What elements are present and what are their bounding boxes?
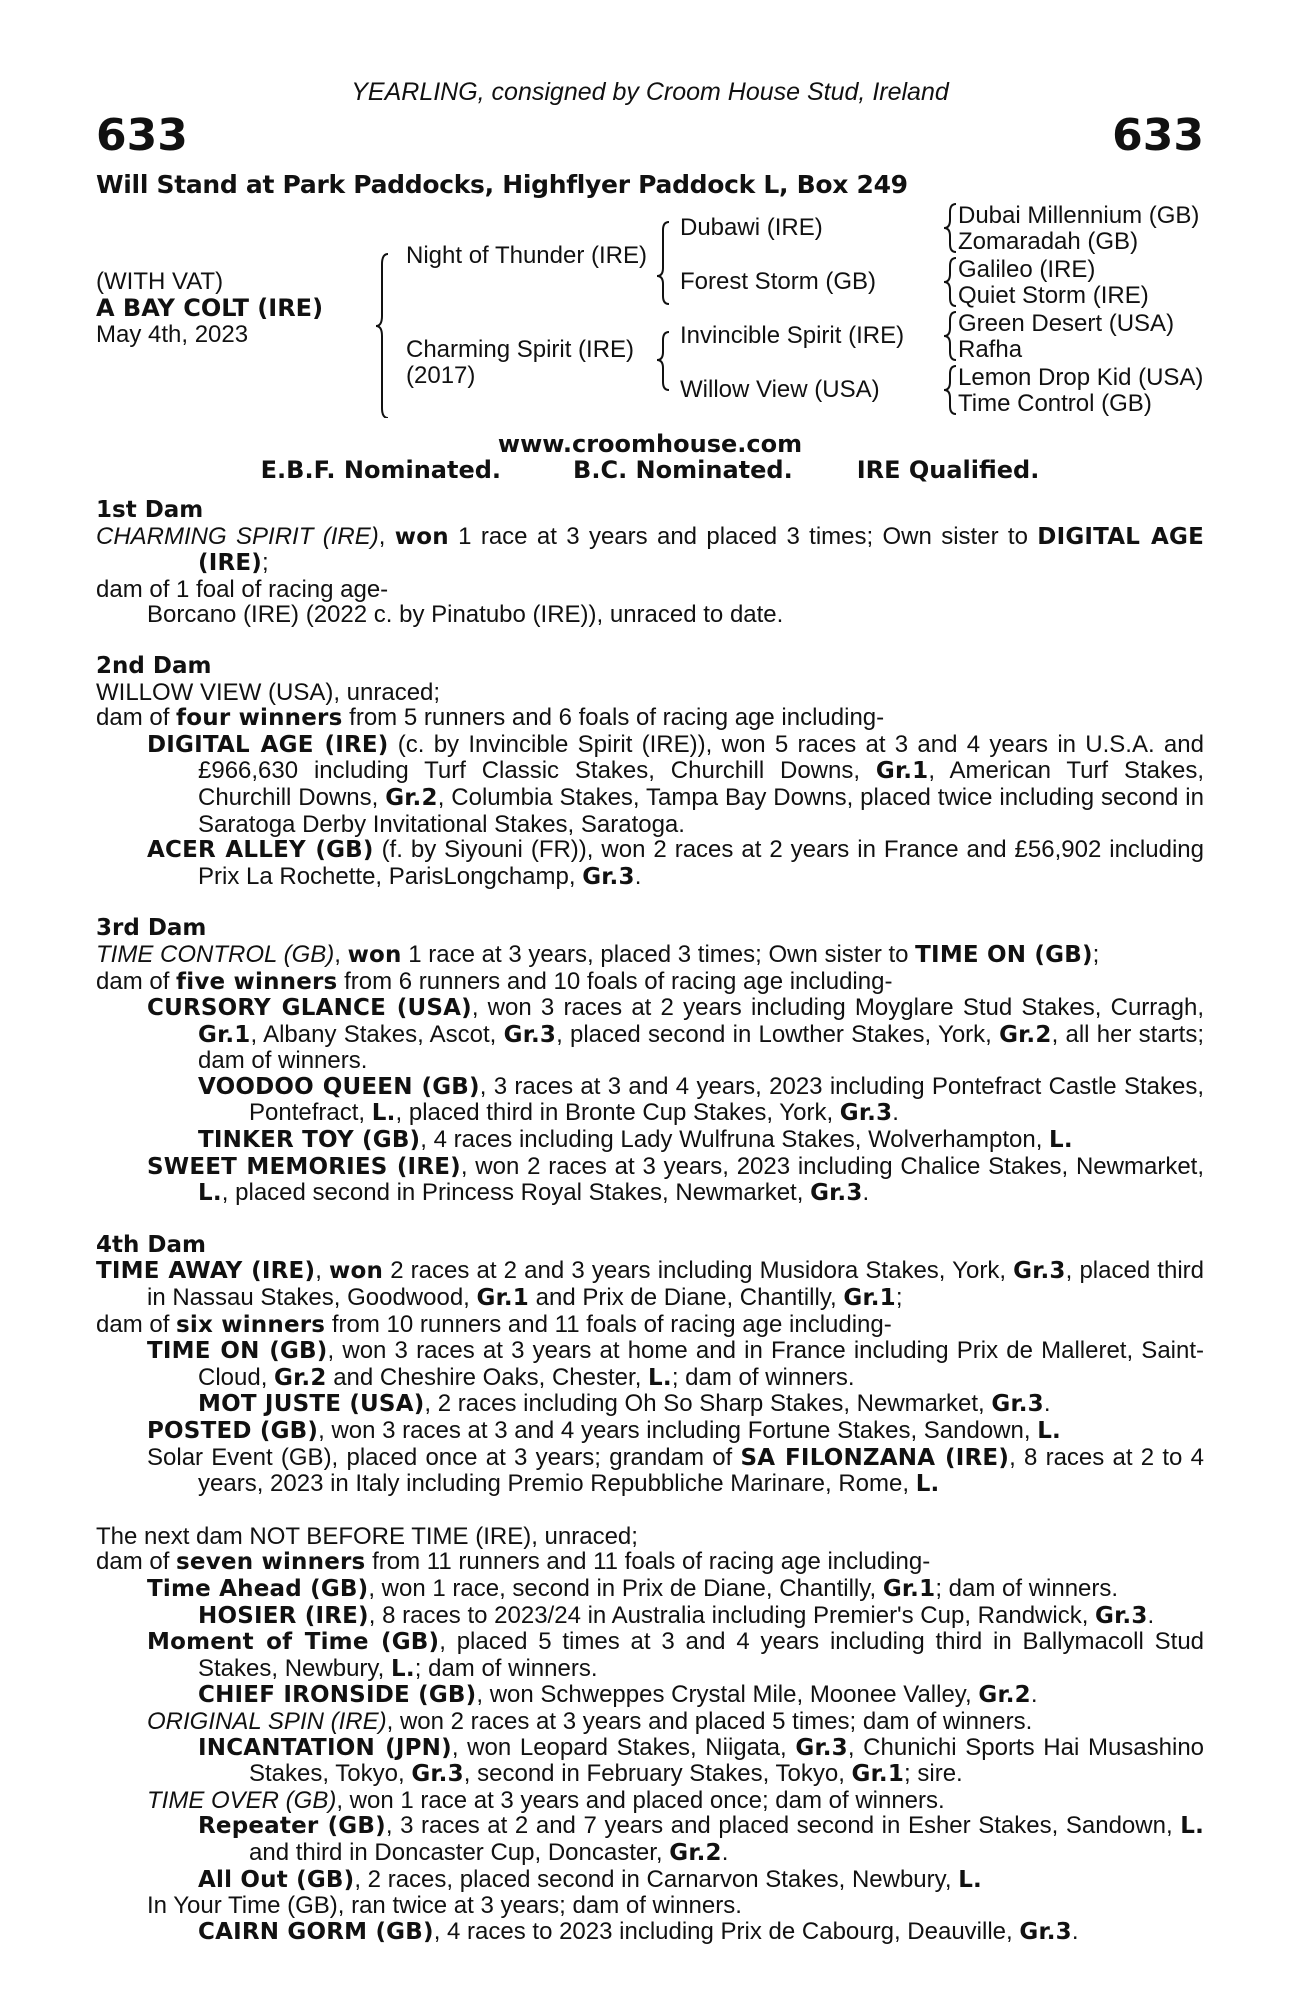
progeny-in-your-time: In Your Time (GB), ran twice at 3 years; dam of winners. bbox=[147, 1892, 742, 1920]
grade-label: Gr.3 bbox=[503, 1021, 557, 1048]
progeny-text: , second in February Stakes, Tokyo, bbox=[463, 1760, 852, 1788]
grade-label: Gr.3 bbox=[991, 1391, 1044, 1418]
grade-label: Gr.2 bbox=[274, 1364, 327, 1391]
second-dam-produce-line bbox=[96, 705, 1204, 732]
fourth-dam-record: TIME AWAY (IRE), won 2 races at 2 and 3 years including Musidora Stakes, York, Gr.3, placed third in Nassau Stakes, Goodwood, Gr.1 and Prix de Diane, Chantilly, Gr.1; bbox=[96, 1257, 1204, 1312]
progeny-name: HOSIER (IRE) bbox=[198, 1602, 369, 1629]
progeny-text: , American Turf Stakes, Churchill Downs, bbox=[198, 757, 1204, 811]
progeny-text: , placed 5 times at 3 and 4 years including third in Ballymacoll Stud Stakes, Newbury, bbox=[198, 1628, 1205, 1682]
progeny-text: , placed second in Princess Royal Stakes, Newmarket, bbox=[221, 1179, 811, 1207]
progeny-original-spin bbox=[147, 1709, 1204, 1735]
progeny-text: (c. by Invincible Spirit (IRE)), won 5 races at 3 and 4 years in U.S.A. and £966,630 including Turf Classic Stakes, Churchill Downs, bbox=[198, 730, 1204, 785]
won-label: won bbox=[347, 941, 402, 968]
dam-of-label: dam of bbox=[96, 967, 177, 995]
ancestor-2: Zomaradah (GB) bbox=[958, 228, 1139, 255]
listed-label: L. bbox=[198, 1180, 222, 1207]
progeny-name: CURSORY GLANCE (USA) bbox=[147, 995, 472, 1022]
progeny-text: , won 2 races at 3 years and placed 5 times; dam of winners. bbox=[386, 1707, 1033, 1735]
progeny-name: TINKER TOY (GB) bbox=[198, 1127, 421, 1154]
punct: . bbox=[1043, 1390, 1051, 1418]
won-label: won bbox=[394, 523, 449, 550]
winners-count: six winners bbox=[176, 1311, 326, 1338]
punct: . bbox=[862, 1179, 870, 1207]
record-text: and Prix de Diane, Chantilly, bbox=[529, 1284, 844, 1312]
progeny-text: (f. by Siyouni (FR)), won 2 races at 2 years in France and £56,902 including Prix La Rochette, ParisLongchamp, bbox=[198, 836, 1204, 890]
dam-of-label: dam of bbox=[96, 704, 177, 732]
nominations-line bbox=[96, 456, 1204, 484]
sire-dam-name: Forest Storm (GB) bbox=[680, 268, 877, 295]
progeny-text: , 8 races at 2 to 4 years, 2023 in Italy including Premio Repubbliche Marinare, Rome, bbox=[198, 1443, 1205, 1498]
vat-label: (WITH VAT) bbox=[96, 268, 224, 295]
progeny-name: VOODOO QUEEN (GB) bbox=[198, 1073, 480, 1100]
dam-sire-name: Invincible Spirit (IRE) bbox=[680, 322, 905, 349]
first-dam-record: CHARMING SPIRIT (IRE), won 1 race at 3 years and placed 3 times; Own sister to DIGITAL AGE (IRE); bbox=[96, 522, 1205, 577]
next-dam-produce-line bbox=[96, 1549, 1204, 1576]
punct: ; bbox=[262, 549, 269, 577]
progeny-sweet-memories bbox=[147, 1154, 1204, 1207]
progeny-name: DIGITAL AGE (IRE) bbox=[147, 731, 389, 758]
third-dam-record bbox=[96, 942, 1204, 969]
ancestor-6: Rafha bbox=[958, 336, 1023, 363]
progeny-name: Repeater (GB) bbox=[198, 1813, 386, 1840]
grade-label: Gr.1 bbox=[198, 1021, 251, 1048]
listed-label: L. bbox=[1049, 1127, 1073, 1154]
bc-nominated: B.C. Nominated. bbox=[573, 456, 793, 484]
grade-label: Gr.2 bbox=[999, 1021, 1052, 1048]
progeny-acer-alley bbox=[147, 837, 1204, 890]
progeny-text: ; sire. bbox=[904, 1760, 963, 1788]
progeny-digital-age bbox=[147, 732, 1204, 837]
horse-name: A BAY COLT (IRE) bbox=[96, 294, 324, 322]
progeny-text: , won 3 races at 2 years including Moyglare Stud Stakes, Curragh, bbox=[471, 994, 1204, 1022]
dam-of-label: dam of bbox=[96, 1310, 177, 1338]
sire-name: Night of Thunder (IRE) bbox=[406, 242, 647, 269]
progeny-text: , won 1 race at 3 years and placed once; dam of winners. bbox=[336, 1786, 945, 1814]
progeny-text: ; dam of winners. bbox=[671, 1363, 855, 1391]
grade-label: Gr.2 bbox=[978, 1682, 1031, 1709]
progeny-name: MOT JUSTE (USA) bbox=[198, 1391, 425, 1418]
progeny-text: , placed third in Bronte Cup Stakes, York, bbox=[395, 1099, 840, 1127]
punct: ; bbox=[895, 1284, 903, 1312]
grade-label: Gr.2 bbox=[385, 784, 438, 811]
grade-label: Gr.3 bbox=[1013, 1258, 1066, 1285]
listed-label: L. bbox=[915, 1471, 940, 1498]
progeny-time-on bbox=[147, 1338, 1204, 1391]
dam-dam-name: Willow View (USA) bbox=[680, 376, 880, 403]
punct: . bbox=[1030, 1681, 1038, 1709]
pedigree-notes bbox=[96, 498, 1204, 1945]
punct: . bbox=[634, 862, 642, 890]
progeny-text: , Albany Stakes, Ascot, bbox=[250, 1020, 504, 1048]
progeny-text: and third in Doncaster Cup, Doncaster, bbox=[249, 1838, 670, 1866]
fourth-dam-name: TIME AWAY (IRE) bbox=[96, 1258, 316, 1285]
progeny-name: All Out (GB) bbox=[198, 1866, 355, 1893]
record-text: 2 races at 2 and 3 years including Musidora Stakes, York, bbox=[383, 1257, 1014, 1285]
progeny-repeater bbox=[198, 1813, 1204, 1866]
progeny-solar-event bbox=[147, 1445, 1204, 1498]
punct: ; bbox=[1092, 940, 1100, 968]
foal-borcano: Borcano (IRE) (2022 c. by Pinatubo (IRE)), unraced to date. bbox=[147, 601, 784, 629]
progeny-time-ahead bbox=[147, 1576, 1204, 1603]
sire-sire-name: Dubawi (IRE) bbox=[680, 214, 823, 241]
progeny-name: CAIRN GORM (GB) bbox=[198, 1918, 434, 1945]
progeny-text: , 4 races including Lady Wulfruna Stakes, Wolverhampton, bbox=[420, 1126, 1050, 1154]
grade-label: Gr.3 bbox=[411, 1761, 464, 1788]
ancestor-8: Time Control (GB) bbox=[958, 390, 1152, 417]
grade-label: Gr.3 bbox=[1019, 1918, 1072, 1945]
grade-label: Gr.1 bbox=[476, 1285, 530, 1312]
fourth-dam-heading: 4th Dam bbox=[96, 1231, 206, 1258]
progeny-text: , won Schweppes Crystal Mile, Moonee Valley, bbox=[476, 1681, 979, 1709]
ebf-nominated: E.B.F. Nominated. bbox=[260, 456, 502, 484]
progeny-text: , Chunichi Sports Hai Musashino Stakes, Tokyo, bbox=[249, 1733, 1205, 1788]
third-dam-name: TIME CONTROL (GB) bbox=[96, 940, 335, 968]
grade-label: Gr.3 bbox=[795, 1734, 848, 1761]
progeny-name: CHIEF IRONSIDE (GB) bbox=[198, 1682, 477, 1709]
progeny-text: , 2 races, placed second in Carnarvon Stakes, Newbury, bbox=[354, 1865, 959, 1893]
winners-count: four winners bbox=[176, 705, 343, 732]
dam-year: (2017) bbox=[406, 362, 476, 389]
ire-qualified: IRE Qualified. bbox=[856, 456, 1040, 484]
punct: . bbox=[892, 1099, 899, 1127]
grade-label: Gr.1 bbox=[851, 1761, 905, 1788]
progeny-cairn-gorm bbox=[198, 1919, 1204, 1946]
progeny-incantation bbox=[198, 1735, 1204, 1788]
third-dam-text: 1 race at 3 years, placed 3 times; Own sister to bbox=[401, 940, 916, 968]
progeny-cursory-glance bbox=[147, 995, 1204, 1074]
progeny-text: and Cheshire Oaks, Chester, bbox=[326, 1363, 649, 1391]
own-sister-name: TIME ON (GB) bbox=[915, 941, 1093, 968]
first-dam-heading: 1st Dam bbox=[96, 497, 204, 523]
ancestor-7: Lemon Drop Kid (USA) bbox=[958, 364, 1204, 391]
grade-label: Gr.3 bbox=[582, 863, 635, 890]
progeny-name: SWEET MEMORIES (IRE) bbox=[147, 1153, 461, 1180]
next-dam-record: The next dam NOT BEFORE TIME (IRE), unraced; bbox=[96, 1522, 638, 1550]
third-dam-heading: 3rd Dam bbox=[96, 915, 207, 942]
punct: . bbox=[1147, 1601, 1155, 1629]
progeny-text: , 4 races to 2023 including Prix de Cabourg, Deauville, bbox=[433, 1917, 1020, 1945]
listed-label: L. bbox=[958, 1866, 982, 1893]
progeny-chief-ironside bbox=[198, 1682, 1204, 1709]
progeny-text: , Columbia Stakes, Tampa Bay Downs, placed twice including second in Saratoga Derby Invitational Stakes, Saratoga. bbox=[198, 783, 1204, 838]
grade-label: Gr.3 bbox=[1095, 1602, 1148, 1629]
listed-label: L. bbox=[390, 1655, 415, 1682]
ancestor-4: Quiet Storm (IRE) bbox=[958, 282, 1149, 309]
punct: . bbox=[721, 1838, 729, 1866]
progeny-hosier bbox=[198, 1603, 1204, 1630]
progeny-tinker-toy bbox=[198, 1127, 1204, 1154]
grade-label: Gr.2 bbox=[669, 1839, 722, 1866]
first-dam-foals-line: dam of 1 foal of racing age- bbox=[96, 575, 389, 603]
lot-number-right: 633 bbox=[1112, 110, 1204, 161]
grade-label: Gr.3 bbox=[839, 1100, 893, 1127]
dam-name: Charming Spirit (IRE) bbox=[406, 336, 635, 363]
progeny-name: ORIGINAL SPIN (IRE) bbox=[147, 1707, 387, 1735]
third-dam-produce-line bbox=[96, 969, 1204, 996]
website: www.croomhouse.com bbox=[497, 430, 803, 458]
grade-label: Gr.1 bbox=[882, 1575, 936, 1602]
progeny-posted bbox=[147, 1418, 1204, 1445]
listed-label: L. bbox=[648, 1364, 672, 1391]
progeny-voodoo-queen bbox=[198, 1074, 1204, 1127]
ancestor-3: Galileo (IRE) bbox=[958, 256, 1096, 283]
listed-label: L. bbox=[1180, 1813, 1205, 1840]
progeny-name: SA FILONZANA (IRE) bbox=[740, 1444, 1010, 1471]
punct: . bbox=[1071, 1917, 1079, 1945]
progeny-text: , placed second in Lowther Stakes, York, bbox=[556, 1020, 1000, 1048]
record-text: , placed third in Nassau Stakes, Goodwood, bbox=[147, 1257, 1204, 1312]
progeny-text: , 8 races to 2023/24 in Australia including Premier's Cup, Randwick, bbox=[368, 1601, 1096, 1629]
progeny-text: Solar Event (GB), placed once at 3 years; grandam of bbox=[147, 1443, 741, 1471]
winners-count: five winners bbox=[176, 968, 338, 995]
dam-of-label: dam of bbox=[96, 1548, 177, 1576]
progeny-name: ACER ALLEY (GB) bbox=[147, 837, 374, 864]
progeny-text: , 3 races at 2 and 7 years and placed second in Esher Stakes, Sandown, bbox=[385, 1812, 1181, 1840]
progeny-name: TIME ON (GB) bbox=[147, 1338, 328, 1365]
progeny-text: , won 1 race, second in Prix de Diane, Chantilly, bbox=[368, 1574, 883, 1602]
progeny-text: , 2 races including Oh So Sharp Stakes, Newmarket, bbox=[424, 1390, 992, 1418]
produce-text: from 11 runners and 11 foals of racing age including- bbox=[365, 1548, 931, 1576]
progeny-text: ; dam of winners. bbox=[935, 1574, 1119, 1602]
progeny-text: , won 3 races at 3 years at home and in France including Prix de Malleret, Saint-Cloud, bbox=[198, 1337, 1205, 1391]
winners-count: seven winners bbox=[176, 1549, 366, 1576]
progeny-text: , won 2 races at 3 years, 2023 including Chalice Stakes, Newmarket, bbox=[460, 1152, 1204, 1180]
grade-label: Gr.1 bbox=[843, 1285, 896, 1312]
ancestor-5: Green Desert (USA) bbox=[958, 310, 1175, 337]
listed-label: L. bbox=[1037, 1418, 1061, 1444]
own-sister-name: DIGITAL AGE (IRE) bbox=[198, 523, 1205, 577]
progeny-mot-juste bbox=[198, 1391, 1204, 1418]
progeny-name: POSTED (GB) bbox=[147, 1418, 319, 1444]
progeny-text: , won Leopard Stakes, Niigata, bbox=[451, 1733, 796, 1761]
grade-label: Gr.1 bbox=[875, 758, 929, 785]
produce-text: from 10 runners and 11 foals of racing age including- bbox=[325, 1310, 892, 1338]
progeny-text: ; dam of winners. bbox=[414, 1654, 598, 1682]
foaling-date: May 4th, 2023 bbox=[96, 321, 249, 348]
progeny-text: , 3 races at 3 and 4 years, 2023 including Pontefract Castle Stakes, Pontefract, bbox=[249, 1072, 1204, 1127]
second-dam-record: WILLOW VIEW (USA), unraced; bbox=[96, 678, 441, 706]
progeny-time-over bbox=[147, 1788, 1204, 1814]
progeny-moment-of-time bbox=[147, 1629, 1204, 1682]
progeny-text: , won 3 races at 3 and 4 years including Fortune Stakes, Sandown, bbox=[318, 1417, 1038, 1444]
progeny-name: Moment of Time (GB) bbox=[147, 1629, 440, 1656]
first-dam-text: 1 race at 3 years and placed 3 times; Own sister to bbox=[448, 522, 1038, 550]
produce-text: from 5 runners and 6 foals of racing age including- bbox=[342, 704, 885, 732]
progeny-text: , all her starts; dam of winners. bbox=[198, 1020, 1205, 1075]
won-label: won bbox=[329, 1258, 384, 1285]
first-dam-name: CHARMING SPIRIT (IRE) bbox=[96, 522, 379, 550]
ancestor-1: Dubai Millennium (GB) bbox=[958, 202, 1200, 229]
progeny-all-out bbox=[198, 1867, 1204, 1894]
grade-label: Gr.3 bbox=[810, 1180, 863, 1207]
progeny-name: TIME OVER (GB) bbox=[147, 1786, 337, 1814]
listed-label: L. bbox=[371, 1100, 396, 1127]
progeny-name: Time Ahead (GB) bbox=[147, 1575, 369, 1602]
produce-text: from 6 runners and 10 foals of racing age including- bbox=[337, 967, 893, 995]
punct: , bbox=[334, 940, 348, 968]
second-dam-heading: 2nd Dam bbox=[96, 652, 212, 679]
lot-number-left: 633 bbox=[96, 110, 188, 161]
standing-location: Will Stand at Park Paddocks, Highflyer Paddock L, Box 249 bbox=[96, 170, 908, 199]
fourth-dam-produce-line bbox=[96, 1312, 1204, 1339]
consignment-line: YEARLING, consigned by Croom House Stud, Ireland bbox=[351, 78, 949, 106]
progeny-name: INCANTATION (JPN) bbox=[198, 1734, 452, 1761]
